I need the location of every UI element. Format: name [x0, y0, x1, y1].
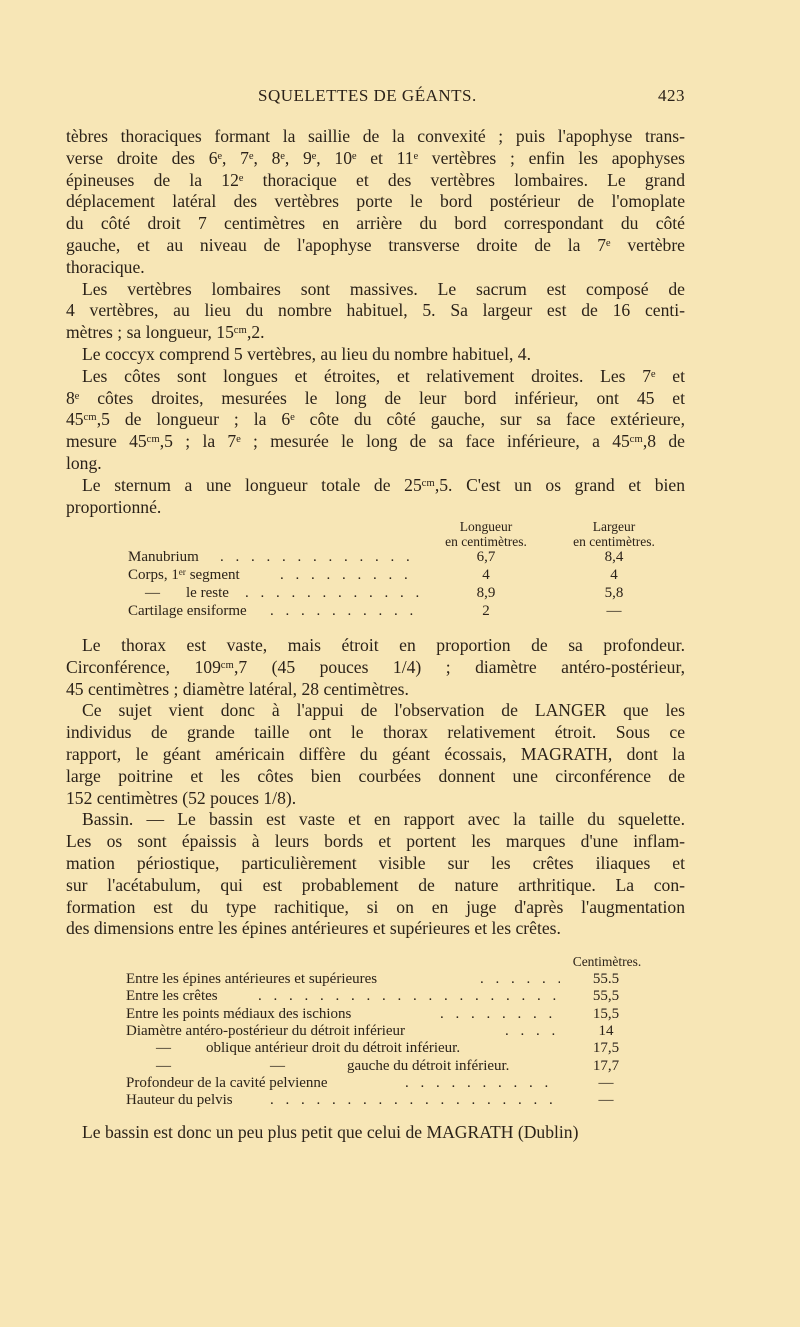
- cell-largeur: 5,8: [604, 585, 624, 601]
- text-line: déplacement latéral des vertèbres porte le bord postérieur de l'omoplate: [66, 191, 685, 212]
- text-line: long.: [66, 452, 102, 473]
- text-line: rapport, le géant américain diffère du géant écossais, MAGRATH, dont la: [66, 743, 685, 764]
- dot-leader: [440, 1006, 560, 1023]
- text-line: 152 centimètres (52 pouces 1/8).: [66, 787, 297, 808]
- text-line: des dimensions entre les épines antérieures et supérieures et les crêtes.: [66, 918, 561, 939]
- row-label: Manubrium: [128, 549, 199, 565]
- row-label: Entre les épines antérieures et supérieures: [126, 971, 378, 987]
- cell-value: 17,5: [592, 1040, 620, 1057]
- row-label: Diamètre antéro-postérieur du détroit inférieur: [126, 1022, 406, 1039]
- cell-value: 55,5: [592, 988, 620, 1005]
- cell-value: 14: [598, 1022, 614, 1039]
- header-line: Largeur: [592, 519, 636, 534]
- paragraph: [66, 475, 685, 519]
- text-line: du côté droit 7 centimètres en arrière du bord correspondant du côté: [66, 213, 685, 234]
- row-label: gauche du détroit inférieur.: [347, 1057, 510, 1074]
- running-header-title: SQUELETTES DE GÉANTS.: [258, 86, 477, 105]
- text-line: tèbres thoraciques formant la saillie de la convexité ; puis l'apophyse trans-: [66, 126, 685, 146]
- paragraph: [66, 344, 685, 366]
- text-line: Bassin. — Le bassin est vaste et en rapport avec la taille du squelette.: [82, 809, 685, 830]
- paragraph: [66, 366, 685, 475]
- row-label: Corps, 1ᵉʳ segment: [128, 567, 240, 583]
- text-line: verse droite des 6ᵉ, 7ᵉ, 8ᵉ, 9ᵉ, 10ᵉ et 11ᵉ vertèbres ; enfin les apophyses: [66, 147, 685, 168]
- cell-value: 15,5: [592, 1005, 620, 1022]
- text-line: Les os sont épaissis à leurs bords et portent les marques d'une inflam-: [66, 831, 685, 852]
- cell-longueur: 8,9: [476, 585, 496, 601]
- text-line: 8ᵉ côtes droites, mesurées le long de leur bord inférieur, ont 45 et: [66, 387, 685, 408]
- text-line: Ce sujet vient donc à l'appui de l'observation de LANGER que les: [82, 700, 685, 721]
- dot-leader: [280, 567, 420, 584]
- text-line: thoracique.: [66, 256, 145, 277]
- row-label: Cartilage ensiforme: [128, 603, 247, 619]
- text-line: Les côtes sont longues et étroites, et relativement droites. Les 7ᵉ et: [82, 365, 685, 386]
- row-dash: —: [156, 1040, 171, 1057]
- dot-leader: [505, 1023, 560, 1040]
- text-section-spine-ribs: [66, 126, 685, 518]
- dot-leader: [245, 585, 420, 602]
- row-dash: —: [145, 585, 160, 601]
- paragraph: [66, 809, 685, 940]
- cell-value: 55.5: [592, 971, 620, 987]
- cell-value: —: [598, 1092, 614, 1109]
- text-line: 45ᶜᵐ,5 de longueur ; la 6ᵉ côte du côté gauche, sur sa face extérieure,: [66, 409, 685, 430]
- cell-largeur: 4: [610, 567, 618, 583]
- cell-longueur: 4: [482, 567, 490, 583]
- text-line: Le coccyx comprend 5 vertèbres, au lieu du nombre habituel, 4.: [82, 343, 531, 364]
- text-line: proportionné.: [66, 496, 162, 517]
- cell-longueur: 6,7: [476, 549, 496, 565]
- closing-paragraph: [66, 1122, 685, 1144]
- text-line: mesure 45ᶜᵐ,5 ; la 7ᵉ ; mesurée le long de sa face inférieure, a 45ᶜᵐ,8 de: [66, 431, 685, 452]
- page-number: 423: [658, 86, 685, 105]
- row-label: oblique antérieur droit du détroit inférieur.: [206, 1040, 461, 1057]
- text-line: sur l'acétabulum, qui est probablement de nature arthritique. La con-: [66, 874, 685, 895]
- text-line: individus de grande taille ont le thorax relativement étroit. Sous ce: [66, 722, 685, 743]
- column-header-longueur: [421, 519, 551, 549]
- paragraph: [66, 700, 685, 809]
- row-label: Profondeur de la cavité pelvienne: [126, 1074, 328, 1091]
- closing-line: Le bassin est donc un peu plus petit que celui de MAGRATH (Dublin): [82, 1122, 579, 1142]
- text-line: 4 vertèbres, au lieu du nombre habituel, 5. Sa largeur est de 16 centi-: [66, 300, 685, 321]
- paragraph: [66, 635, 685, 700]
- dot-leader: [220, 549, 420, 566]
- paragraph: [66, 279, 685, 344]
- text-line: mation périostique, particulièrement visible sur les crêtes iliaques et: [66, 852, 685, 873]
- text-line: Circonférence, 109ᶜᵐ,7 (45 pouces 1/4) ; diamètre antéro-postérieur,: [66, 656, 685, 677]
- cell-largeur: 8,4: [604, 549, 624, 565]
- row-dash: —: [156, 1057, 171, 1074]
- text-line: épineuses de la 12ᵉ thoracique et des vertèbres lombaires. Le grand: [66, 169, 685, 190]
- cell-value: 17,7: [592, 1057, 620, 1074]
- text-line: mètres ; sa longueur, 15ᶜᵐ,2.: [66, 322, 265, 343]
- row-dash: —: [270, 1057, 285, 1074]
- dot-leader: [480, 971, 560, 988]
- paragraph: [66, 126, 685, 279]
- header-line: en centimètres.: [573, 534, 655, 549]
- dot-leader: [405, 1075, 560, 1092]
- text-line: Le thorax est vaste, mais étroit en proportion de sa profondeur.: [82, 635, 685, 655]
- text-line: gauche, et au niveau de l'apophyse transverse droite de la 7ᵉ vertèbre: [66, 234, 685, 255]
- row-label: Entre les points médiaux des ischions: [126, 1005, 352, 1022]
- text-line: large poitrine et les côtes bien courbées donnent une circonférence de: [66, 765, 685, 786]
- cell-value: —: [598, 1074, 614, 1091]
- text-section-thorax-pelvis: [66, 635, 685, 940]
- header-line: Longueur: [459, 519, 513, 534]
- text-line: 45 centimètres ; diamètre latéral, 28 centimètres.: [66, 678, 409, 699]
- text-line: Les vertèbres lombaires sont massives. Le sacrum est composé de: [82, 278, 685, 299]
- column-header-centimetres: Centimètres.: [572, 954, 642, 969]
- row-label: Hauteur du pelvis: [126, 1092, 233, 1109]
- dot-leader: [258, 988, 560, 1005]
- text-line: Le sternum a une longueur totale de 25ᶜᵐ,5. C'est un os grand et bien: [82, 474, 685, 495]
- text-line: formation est du type rachitique, si on en juge d'après l'augmentation: [66, 896, 685, 917]
- row-label: Entre les crêtes: [126, 988, 218, 1005]
- cell-longueur: 2: [482, 603, 490, 619]
- cell-largeur: —: [606, 603, 622, 619]
- dot-leader: [270, 1092, 560, 1109]
- column-header-largeur: [549, 519, 679, 549]
- row-label: le reste: [186, 585, 229, 601]
- dot-leader: [270, 603, 420, 620]
- header-line: en centimètres.: [445, 534, 527, 549]
